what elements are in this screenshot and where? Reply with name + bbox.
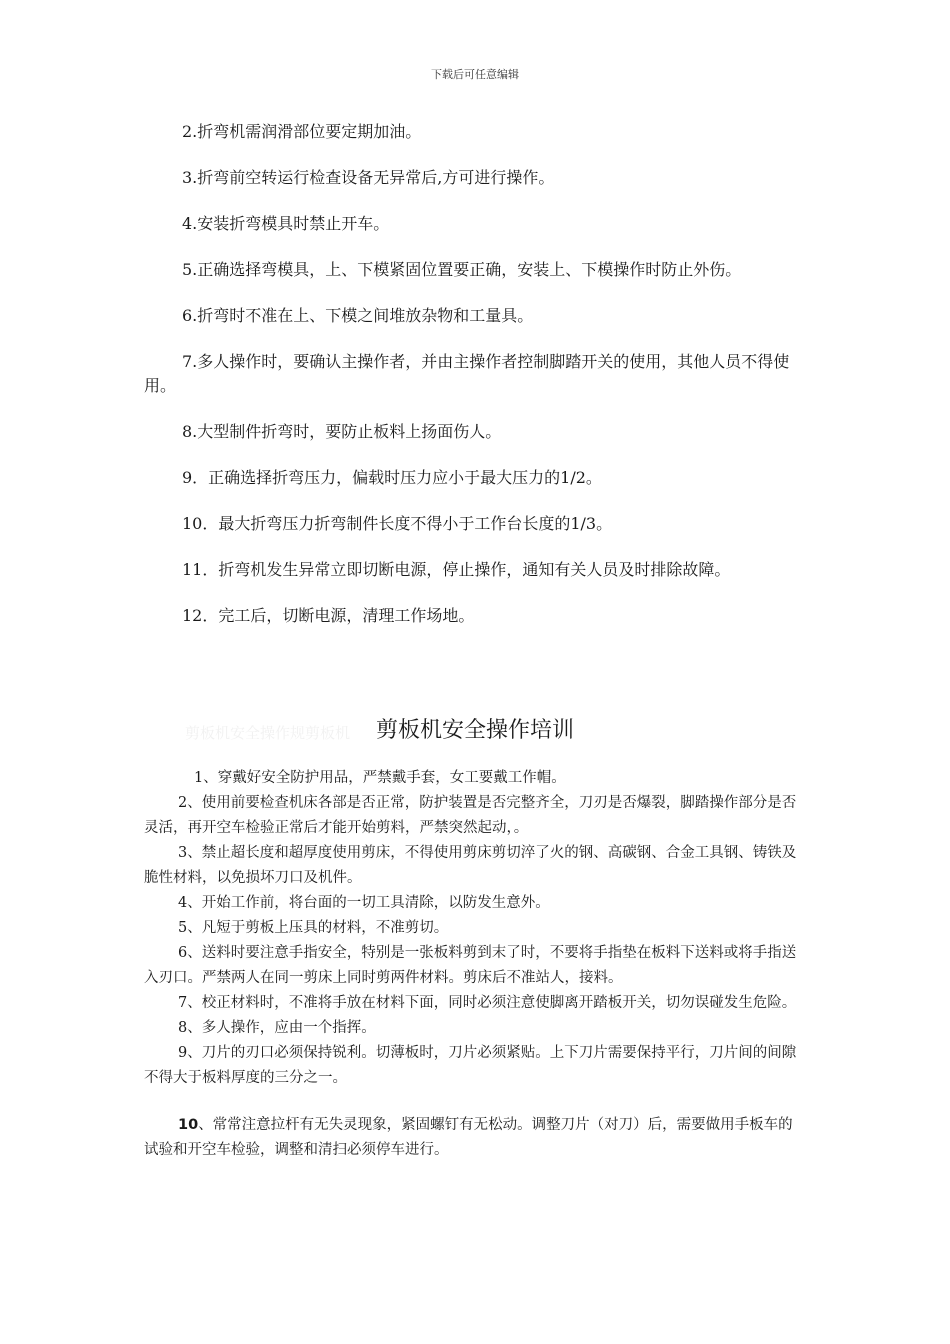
shearing-machine-rules bbox=[144, 766, 806, 1163]
rule-item: 8.大型制件折弯时，要防止板料上扬面伤人。 bbox=[182, 422, 502, 441]
rule-item: 7、校正材料时，不准将手放在材料下面，同时必须注意使脚离开踏板开关，切勿误碰发生危险。 bbox=[178, 995, 797, 1011]
rule-item: 12．完工后，切断电源，清理工作场地。 bbox=[182, 606, 475, 625]
rule-item: 6.折弯时不准在上、下模之间堆放杂物和工量具。 bbox=[182, 306, 534, 325]
rule-item: 6、送料时要注意手指安全，特别是一张板料剪到末了时，不要将手指垫在板料下送料或将手指送入刃口。严禁两人在同一剪床上同时剪两件材料。剪床后不准站人，接料。 bbox=[144, 945, 797, 986]
rule-item: 9、刀片的刃口必须保持锐利。切薄板时，刀片必须紧贴。上下刀片需要保持平行，刀片间的间隙不得大于板料厚度的三分之一。 bbox=[144, 1045, 797, 1086]
rule-item: 4.安装折弯模具时禁止开车。 bbox=[182, 214, 390, 233]
rule-item: 3.折弯前空转运行检查设备无异常后,方可进行操作。 bbox=[182, 168, 555, 187]
rule-item: 7.多人操作时，要确认主操作者，并由主操作者控制脚踏开关的使用，其他人员不得使用。 bbox=[144, 352, 790, 395]
rule-item: 11．折弯机发生异常立即切断电源，停止操作，通知有关人员及时排除故障。 bbox=[182, 560, 731, 579]
rule-item: 5、凡短于剪板上压具的材料，不准剪切。 bbox=[178, 920, 449, 936]
section-title: 剪板机安全操作培训 bbox=[375, 718, 574, 743]
rule-item: 1、穿戴好安全防护用品，严禁戴手套，女工要戴工作帽。 bbox=[194, 770, 566, 786]
rule-item: 4、开始工作前，将台面的一切工具清除，以防发生意外。 bbox=[178, 895, 550, 911]
rule-text: 、常常注意拉杆有无失灵现象，紧固螺钉有无松动。调整刀片（对刀）后，需要做用手板车的试验和开空车检验，调整和清扫必须停车进行。 bbox=[144, 1117, 793, 1158]
rule-item: 2、使用前要检查机床各部是否正常，防护装置是否完整齐全，刀刃是否爆裂，脚踏操作部分是否灵活，再开空车检验正常后才能开始剪料，严禁突然起动，。 bbox=[144, 795, 797, 836]
rule-number: 10 bbox=[178, 1117, 199, 1133]
rule-item: 3、禁止超长度和超厚度使用剪床，不得使用剪床剪切淬了火的钢、高碳钢、合金工具钢、铸铁及脆性材料，以免损坏刀口及机件。 bbox=[144, 845, 797, 886]
rule-item-last bbox=[144, 1113, 806, 1163]
rule-item: 9．正确选择折弯压力，偏载时压力应小于最大压力的1/2。 bbox=[182, 468, 602, 487]
header-note: 下载后可任意编辑 bbox=[431, 68, 519, 81]
rule-item: 2.折弯机需润滑部位要定期加油。 bbox=[182, 122, 422, 141]
rule-item: 10．最大折弯压力折弯制件长度不得小于工作台长度的1/3。 bbox=[182, 514, 613, 533]
rule-item: 5.正确选择弯模具，上、下模紧固位置要正确，安装上、下模操作时防止外伤。 bbox=[182, 260, 742, 279]
watermark-text: 剪板机安全操作规剪板机 bbox=[185, 724, 351, 742]
bending-machine-rules bbox=[144, 120, 804, 650]
rule-item: 8、多人操作，应由一个指挥。 bbox=[178, 1020, 376, 1036]
